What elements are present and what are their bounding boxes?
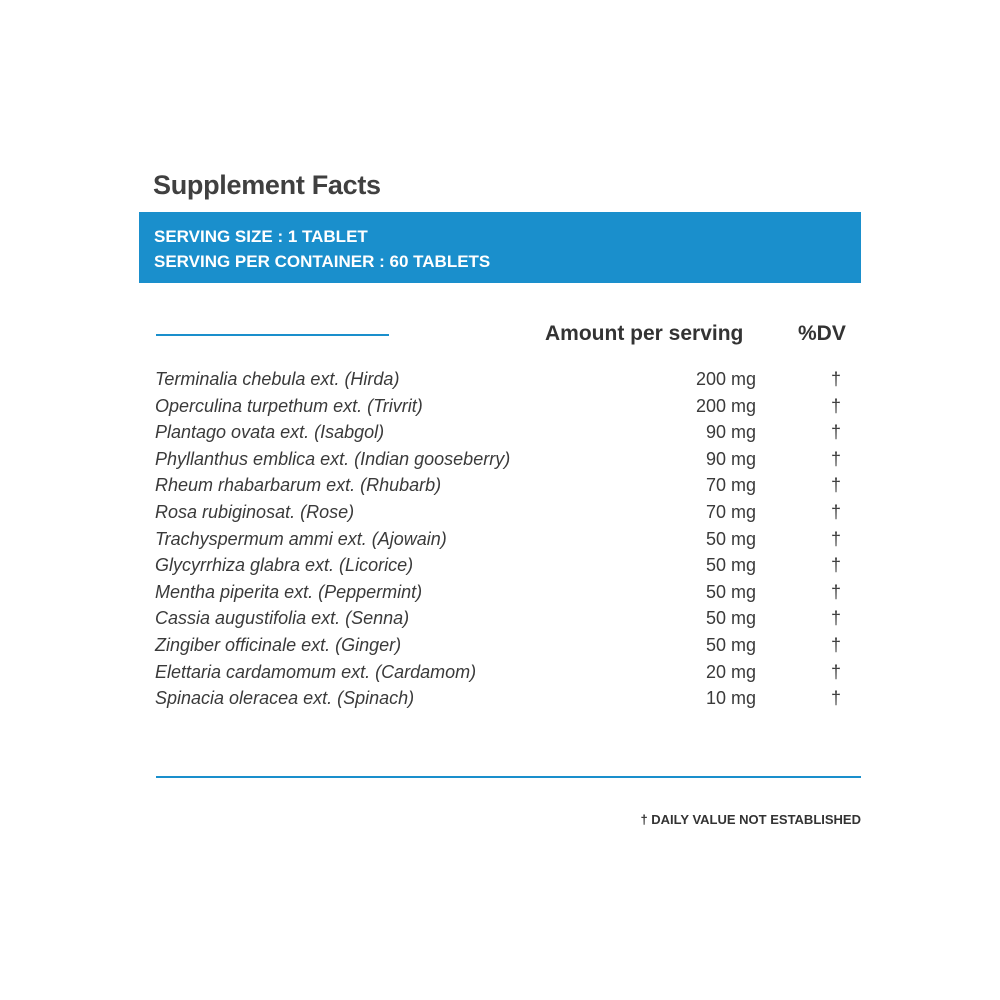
ingredient-dv: † [830,528,841,549]
ingredient-dv: † [830,448,841,469]
ingredient-dv: † [830,661,841,682]
ingredient-dv: † [830,608,841,629]
ingredient-amount: 70 mg [705,475,756,496]
ingredient-amount: 50 mg [705,528,756,549]
ingredient-row [0,446,1000,473]
ingredient-row [0,659,1000,686]
ingredient-row [0,393,1000,420]
amount-per-serving-header: Amount per serving [545,322,744,345]
ingredient-row [0,472,1000,499]
ingredient-dv: † [830,369,841,389]
ingredient-dv: † [830,475,841,496]
ingredient-name: Trachyspermum ammi ext. (Ajowain) [155,528,447,549]
ingredient-amount: 50 mg [705,634,756,655]
ingredient-name: Zingiber officinale ext. (Ginger) [155,634,402,655]
ingredient-amount: 50 mg [705,581,756,602]
ingredient-amount: 50 mg [705,555,756,576]
ingredient-dv: † [830,422,841,443]
ingredient-name: Spinacia oleracea ext. (Spinach) [155,688,415,709]
label-title: Supplement Facts [153,170,381,200]
ingredient-dv: † [830,501,841,522]
ingredient-name: Mentha piperita ext. (Peppermint) [155,581,423,602]
ingredient-dv: † [830,581,841,602]
ingredient-dv: † [830,688,841,709]
ingredient-amount: 10 mg [705,688,756,709]
ingredient-name: Rheum rhabarbarum ext. (Rhubarb) [155,475,442,496]
ingredient-name: Glycyrrhiza glabra ext. (Licorice) [155,555,414,576]
ingredient-amount: 20 mg [705,661,756,682]
ingredient-row [0,526,1000,553]
ingredient-row [0,605,1000,632]
ingredient-row [0,419,1000,446]
ingredient-dv: † [830,395,841,416]
daily-value-footnote: † DAILY VALUE NOT ESTABLISHED [640,812,861,827]
ingredient-row [0,499,1000,526]
footer-divider [156,776,861,778]
ingredient-dv: † [830,555,841,576]
ingredient-list [0,366,1000,712]
ingredient-amount: 200 mg [695,369,756,389]
serving-info-band [139,212,861,283]
ingredient-name: Cassia augustifolia ext. (Senna) [155,608,410,629]
ingredient-amount: 200 mg [695,395,756,416]
serving-size: SERVING SIZE : 1 TABLET [154,227,368,246]
ingredient-name: Operculina turpethum ext. (Trivrit) [155,395,423,416]
ingredient-row [0,685,1000,712]
servings-per-container: SERVING PER CONTAINER : 60 TABLETS [154,252,491,271]
ingredient-row [0,579,1000,606]
header-divider [156,334,389,336]
ingredient-amount: 70 mg [705,501,756,522]
daily-value-header: %DV [798,322,846,345]
ingredient-name: Terminalia chebula ext. (Hirda) [155,369,400,389]
ingredient-row [0,632,1000,659]
ingredient-amount: 50 mg [705,608,756,629]
ingredient-name: Rosa rubiginosat. (Rose) [155,501,355,522]
ingredient-amount: 90 mg [705,422,756,443]
ingredient-name: Elettaria cardamomum ext. (Cardamom) [155,661,477,682]
ingredient-dv: † [830,634,841,655]
ingredient-name: Phyllanthus emblica ext. (Indian gooseberry) [155,448,511,469]
ingredient-name: Plantago ovata ext. (Isabgol) [155,422,385,443]
ingredient-row [0,552,1000,579]
ingredient-row [0,366,1000,393]
ingredient-amount: 90 mg [705,448,756,469]
